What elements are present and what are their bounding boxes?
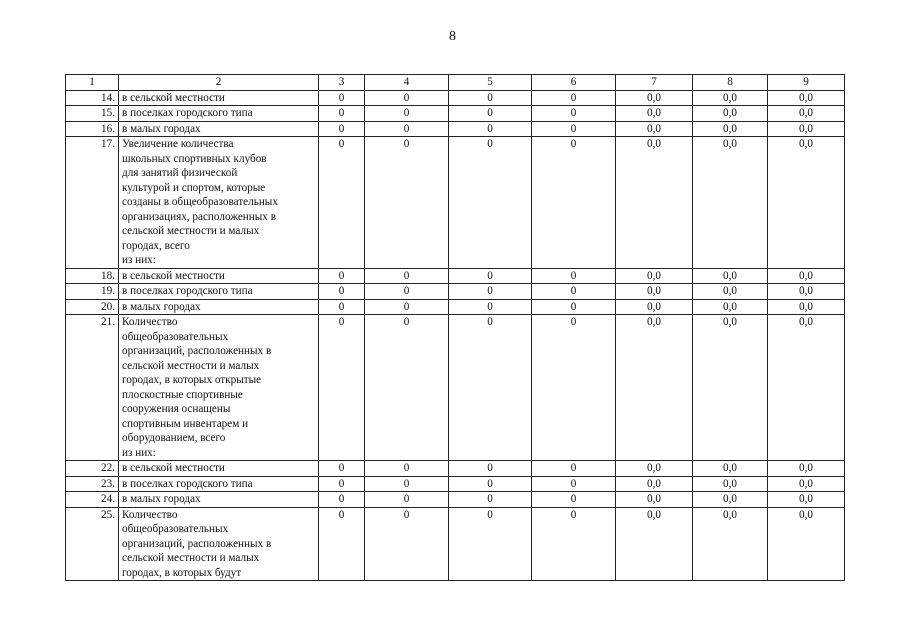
row-number: 24. xyxy=(66,492,119,508)
row-label-line: в малых городах xyxy=(122,493,201,505)
value-cell-col-8: 0,0 xyxy=(693,284,768,300)
value-cell-col-9: 0,0 xyxy=(768,106,845,122)
value-cell-col-3: 0 xyxy=(319,90,365,106)
row-label-line: сельской местности и малых xyxy=(122,552,260,564)
column-header-2: 2 xyxy=(119,75,319,91)
row-label-line: в сельской местности xyxy=(122,462,225,474)
row-label-line: организациях, расположенных в xyxy=(122,210,276,223)
row-number: 17. xyxy=(66,137,119,269)
row-number: 25. xyxy=(66,507,119,581)
value-cell-col-9: 0,0 xyxy=(768,137,845,269)
row-number: 21. xyxy=(66,315,119,461)
value-cell-col-5: 0 xyxy=(449,315,532,461)
row-label-line: в сельской местности xyxy=(122,269,225,282)
value-cell-col-4: 0 xyxy=(365,137,449,269)
table-row xyxy=(66,299,845,315)
row-label-line: в малых городах xyxy=(122,300,201,313)
value-cell-col-6: 0 xyxy=(532,315,616,461)
value-cell-col-8: 0,0 xyxy=(693,476,768,492)
value-cell-col-8: 0,0 xyxy=(693,137,768,269)
value-cell-col-7: 0,0 xyxy=(616,121,693,137)
value-cell-col-5: 0 xyxy=(449,90,532,106)
row-label-line: в малых городах xyxy=(122,122,201,135)
value-cell-col-5: 0 xyxy=(449,507,532,581)
table-row xyxy=(66,284,845,300)
value-cell-col-7: 0,0 xyxy=(616,315,693,461)
row-label-line: школьных спортивных клубов xyxy=(122,152,267,165)
row-label-line: культурой и спортом, которые xyxy=(122,181,266,194)
row-label-line: сооружения оснащены xyxy=(122,403,231,415)
value-cell-col-7: 0,0 xyxy=(616,507,693,581)
value-cell-col-8: 0,0 xyxy=(693,492,768,508)
row-label-line: для занятий физической xyxy=(122,167,238,179)
row-label xyxy=(119,90,319,106)
column-header-8: 8 xyxy=(693,75,768,91)
value-cell-col-9: 0,0 xyxy=(768,299,845,315)
value-cell-col-6: 0 xyxy=(532,507,616,581)
value-cell-col-4: 0 xyxy=(365,121,449,137)
value-cell-col-4: 0 xyxy=(365,492,449,508)
value-cell-col-6: 0 xyxy=(532,476,616,492)
value-cell-col-5: 0 xyxy=(449,476,532,492)
value-cell-col-5: 0 xyxy=(449,299,532,315)
value-cell-col-6: 0 xyxy=(532,299,616,315)
value-cell-col-9: 0,0 xyxy=(768,461,845,477)
row-label-line: сельской местности и малых xyxy=(122,359,260,372)
table-row xyxy=(66,137,845,269)
value-cell-col-9: 0,0 xyxy=(768,492,845,508)
value-cell-col-6: 0 xyxy=(532,137,616,269)
value-cell-col-3: 0 xyxy=(319,106,365,122)
row-number: 22. xyxy=(66,461,119,477)
value-cell-col-7: 0,0 xyxy=(616,299,693,315)
data-table xyxy=(65,74,845,581)
row-number: 15. xyxy=(66,106,119,122)
value-cell-col-6: 0 xyxy=(532,284,616,300)
value-cell-col-5: 0 xyxy=(449,284,532,300)
column-header-6: 6 xyxy=(532,75,616,91)
row-number: 23. xyxy=(66,476,119,492)
table-row xyxy=(66,507,845,581)
row-label-line: в сельской местности xyxy=(122,91,225,104)
value-cell-col-4: 0 xyxy=(365,268,449,284)
column-header-3: 3 xyxy=(319,75,365,91)
row-label-line: общеобразовательных xyxy=(122,330,229,343)
value-cell-col-9: 0,0 xyxy=(768,90,845,106)
value-cell-col-8: 0,0 xyxy=(693,299,768,315)
value-cell-col-3: 0 xyxy=(319,461,365,477)
row-label-line: в поселках городского типа xyxy=(122,477,253,490)
row-label-line: общеобразовательных xyxy=(122,523,229,535)
value-cell-col-8: 0,0 xyxy=(693,106,768,122)
table-row xyxy=(66,461,845,477)
value-cell-col-6: 0 xyxy=(532,106,616,122)
table-body xyxy=(66,75,845,581)
row-number: 18. xyxy=(66,268,119,284)
value-cell-col-9: 0,0 xyxy=(768,476,845,492)
value-cell-col-5: 0 xyxy=(449,121,532,137)
table-header-row xyxy=(66,75,845,91)
value-cell-col-4: 0 xyxy=(365,315,449,461)
value-cell-col-6: 0 xyxy=(532,492,616,508)
row-label-line: Количество xyxy=(122,316,178,328)
row-label xyxy=(119,461,319,477)
row-label-line: сельской местности и малых xyxy=(122,225,260,237)
row-label xyxy=(119,299,319,315)
value-cell-col-6: 0 xyxy=(532,121,616,137)
column-header-4: 4 xyxy=(365,75,449,91)
table-row xyxy=(66,268,845,284)
column-header-1: 1 xyxy=(66,75,119,91)
table-row xyxy=(66,106,845,122)
row-label-line: в поселках городского типа xyxy=(122,285,253,297)
value-cell-col-5: 0 xyxy=(449,461,532,477)
value-cell-col-9: 0,0 xyxy=(768,121,845,137)
value-cell-col-7: 0,0 xyxy=(616,106,693,122)
value-cell-col-3: 0 xyxy=(319,492,365,508)
value-cell-col-9: 0,0 xyxy=(768,284,845,300)
value-cell-col-3: 0 xyxy=(319,268,365,284)
row-label xyxy=(119,492,319,508)
row-label-line: оборудованием, всего xyxy=(122,432,226,444)
value-cell-col-3: 0 xyxy=(319,137,365,269)
value-cell-col-4: 0 xyxy=(365,461,449,477)
value-cell-col-4: 0 xyxy=(365,284,449,300)
value-cell-col-7: 0,0 xyxy=(616,476,693,492)
row-label-line: спортивным инвентарем и xyxy=(122,417,249,430)
value-cell-col-8: 0,0 xyxy=(693,90,768,106)
row-label xyxy=(119,315,319,461)
row-number: 19. xyxy=(66,284,119,300)
row-number: 16. xyxy=(66,121,119,137)
value-cell-col-8: 0,0 xyxy=(693,315,768,461)
value-cell-col-7: 0,0 xyxy=(616,492,693,508)
row-label xyxy=(119,121,319,137)
value-cell-col-3: 0 xyxy=(319,315,365,461)
value-cell-col-3: 0 xyxy=(319,507,365,581)
table-row xyxy=(66,315,845,461)
row-label xyxy=(119,476,319,492)
row-number: 14. xyxy=(66,90,119,106)
value-cell-col-3: 0 xyxy=(319,121,365,137)
value-cell-col-7: 0,0 xyxy=(616,268,693,284)
row-label-line: из них: xyxy=(122,254,156,266)
value-cell-col-4: 0 xyxy=(365,476,449,492)
table-row xyxy=(66,90,845,106)
value-cell-col-3: 0 xyxy=(319,284,365,300)
value-cell-col-6: 0 xyxy=(532,461,616,477)
value-cell-col-7: 0,0 xyxy=(616,137,693,269)
table-row xyxy=(66,476,845,492)
table-row xyxy=(66,121,845,137)
value-cell-col-8: 0,0 xyxy=(693,268,768,284)
value-cell-col-9: 0,0 xyxy=(768,315,845,461)
row-label xyxy=(119,268,319,284)
value-cell-col-3: 0 xyxy=(319,299,365,315)
row-label-line: Увеличение количества xyxy=(122,138,234,150)
row-label-line: городах, всего xyxy=(122,239,190,252)
row-number: 20. xyxy=(66,299,119,315)
row-label xyxy=(119,507,319,581)
value-cell-col-8: 0,0 xyxy=(693,461,768,477)
value-cell-col-5: 0 xyxy=(449,268,532,284)
value-cell-col-7: 0,0 xyxy=(616,90,693,106)
row-label xyxy=(119,106,319,122)
value-cell-col-5: 0 xyxy=(449,137,532,269)
row-label-line: созданы в общеобразовательных xyxy=(122,196,278,208)
value-cell-col-7: 0,0 xyxy=(616,284,693,300)
value-cell-col-8: 0,0 xyxy=(693,507,768,581)
value-cell-col-4: 0 xyxy=(365,299,449,315)
table-row xyxy=(66,492,845,508)
value-cell-col-9: 0,0 xyxy=(768,268,845,284)
value-cell-col-9: 0,0 xyxy=(768,507,845,581)
row-label-line: из них: xyxy=(122,446,156,459)
value-cell-col-6: 0 xyxy=(532,268,616,284)
row-label-line: в поселках городского типа xyxy=(122,107,253,119)
row-label-line: Количество xyxy=(122,508,178,521)
value-cell-col-4: 0 xyxy=(365,90,449,106)
value-cell-col-7: 0,0 xyxy=(616,461,693,477)
value-cell-col-8: 0,0 xyxy=(693,121,768,137)
value-cell-col-5: 0 xyxy=(449,492,532,508)
page-number: 8 xyxy=(449,29,456,44)
row-label-line: организаций, расположенных в xyxy=(122,345,272,357)
column-header-5: 5 xyxy=(449,75,532,91)
row-label xyxy=(119,137,319,269)
column-header-7: 7 xyxy=(616,75,693,91)
row-label-line: городах, в которых открытые xyxy=(122,374,262,386)
value-cell-col-4: 0 xyxy=(365,106,449,122)
value-cell-col-3: 0 xyxy=(319,476,365,492)
value-cell-col-6: 0 xyxy=(532,90,616,106)
row-label-line: плоскостные спортивные xyxy=(122,388,243,401)
row-label-line: городах, в которых будут xyxy=(122,566,242,579)
value-cell-col-5: 0 xyxy=(449,106,532,122)
row-label xyxy=(119,284,319,300)
column-header-9: 9 xyxy=(768,75,845,91)
value-cell-col-4: 0 xyxy=(365,507,449,581)
row-label-line: организаций, расположенных в xyxy=(122,537,272,550)
